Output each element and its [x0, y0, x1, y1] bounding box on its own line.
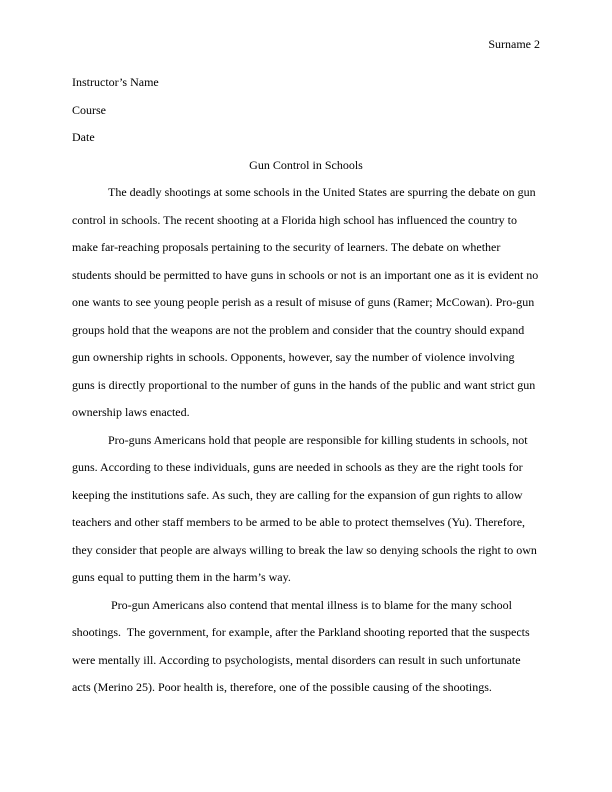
paragraph-line: Pro-guns Americans hold that people are responsible for killing students in schools, not: [108, 432, 528, 447]
paragraph-line: students should be permitted to have guns in schools or not is an important one as it is evident no: [72, 267, 539, 282]
paragraph-line: they consider that people are always willing to break the law so denying schools the right to own: [72, 542, 537, 557]
paragraph-line: teachers and other staff members to be armed to be able to protect themselves (Yu). Therefore,: [72, 515, 526, 529]
document-title: Gun Control in Schools: [249, 157, 363, 172]
paragraph-line: acts (Merino 25). Poor health is, therefore, one of the possible causing of the shootings.: [72, 680, 492, 694]
running-head: Surname 2: [488, 37, 540, 51]
paragraph-line: gun ownership rights in schools. Opponents, however, say the number of violence involving: [72, 350, 515, 364]
paragraph-line: The deadly shootings at some schools in the United States are spurring the debate on gun: [108, 185, 536, 199]
paragraph-line: make far-reaching proposals pertaining to the security of learners. The debate on whether: [72, 240, 501, 254]
paragraph-line: guns is directly proportional to the number of guns in the hands of the public and want strict gun: [72, 377, 536, 392]
course-name: Course: [72, 102, 106, 117]
paragraph-line: guns. According to these individuals, guns are needed in schools as they are the right tools for: [72, 460, 523, 474]
paragraph-line: were mentally ill. According to psychologists, mental disorders can result in such unfortunate: [72, 652, 521, 667]
document-body: [72, 69, 540, 702]
paragraph-line: keeping the institutions safe. As such, they are calling for the expansion of gun rights to allow: [72, 487, 523, 502]
paragraph-3: [72, 592, 540, 702]
paragraph-2: [72, 427, 540, 592]
date-line: Date: [72, 130, 95, 144]
paragraph-line: guns equal to putting them in the harm’s way.: [72, 570, 291, 584]
instructor-name: Instructor’s Name: [72, 75, 159, 89]
paragraph-line: shootings. The government, for example, after the Parkland shooting reported that the suspects: [72, 625, 530, 639]
paragraph-line: Pro-gun Americans also contend that mental illness is to blame for the many school: [108, 597, 512, 612]
paragraph-line: groups hold that the weapons are not the problem and consider that the country should expand: [72, 322, 525, 337]
paragraph-line: one wants to see young people perish as a result of misuse of guns (Ramer; McCowan). Pro-gun: [72, 295, 535, 309]
paragraph-line: control in schools. The recent shooting at a Florida high school has influenced the country to: [72, 212, 518, 227]
paragraph-line: ownership laws enacted.: [72, 405, 190, 419]
paragraph-1: [72, 179, 540, 427]
